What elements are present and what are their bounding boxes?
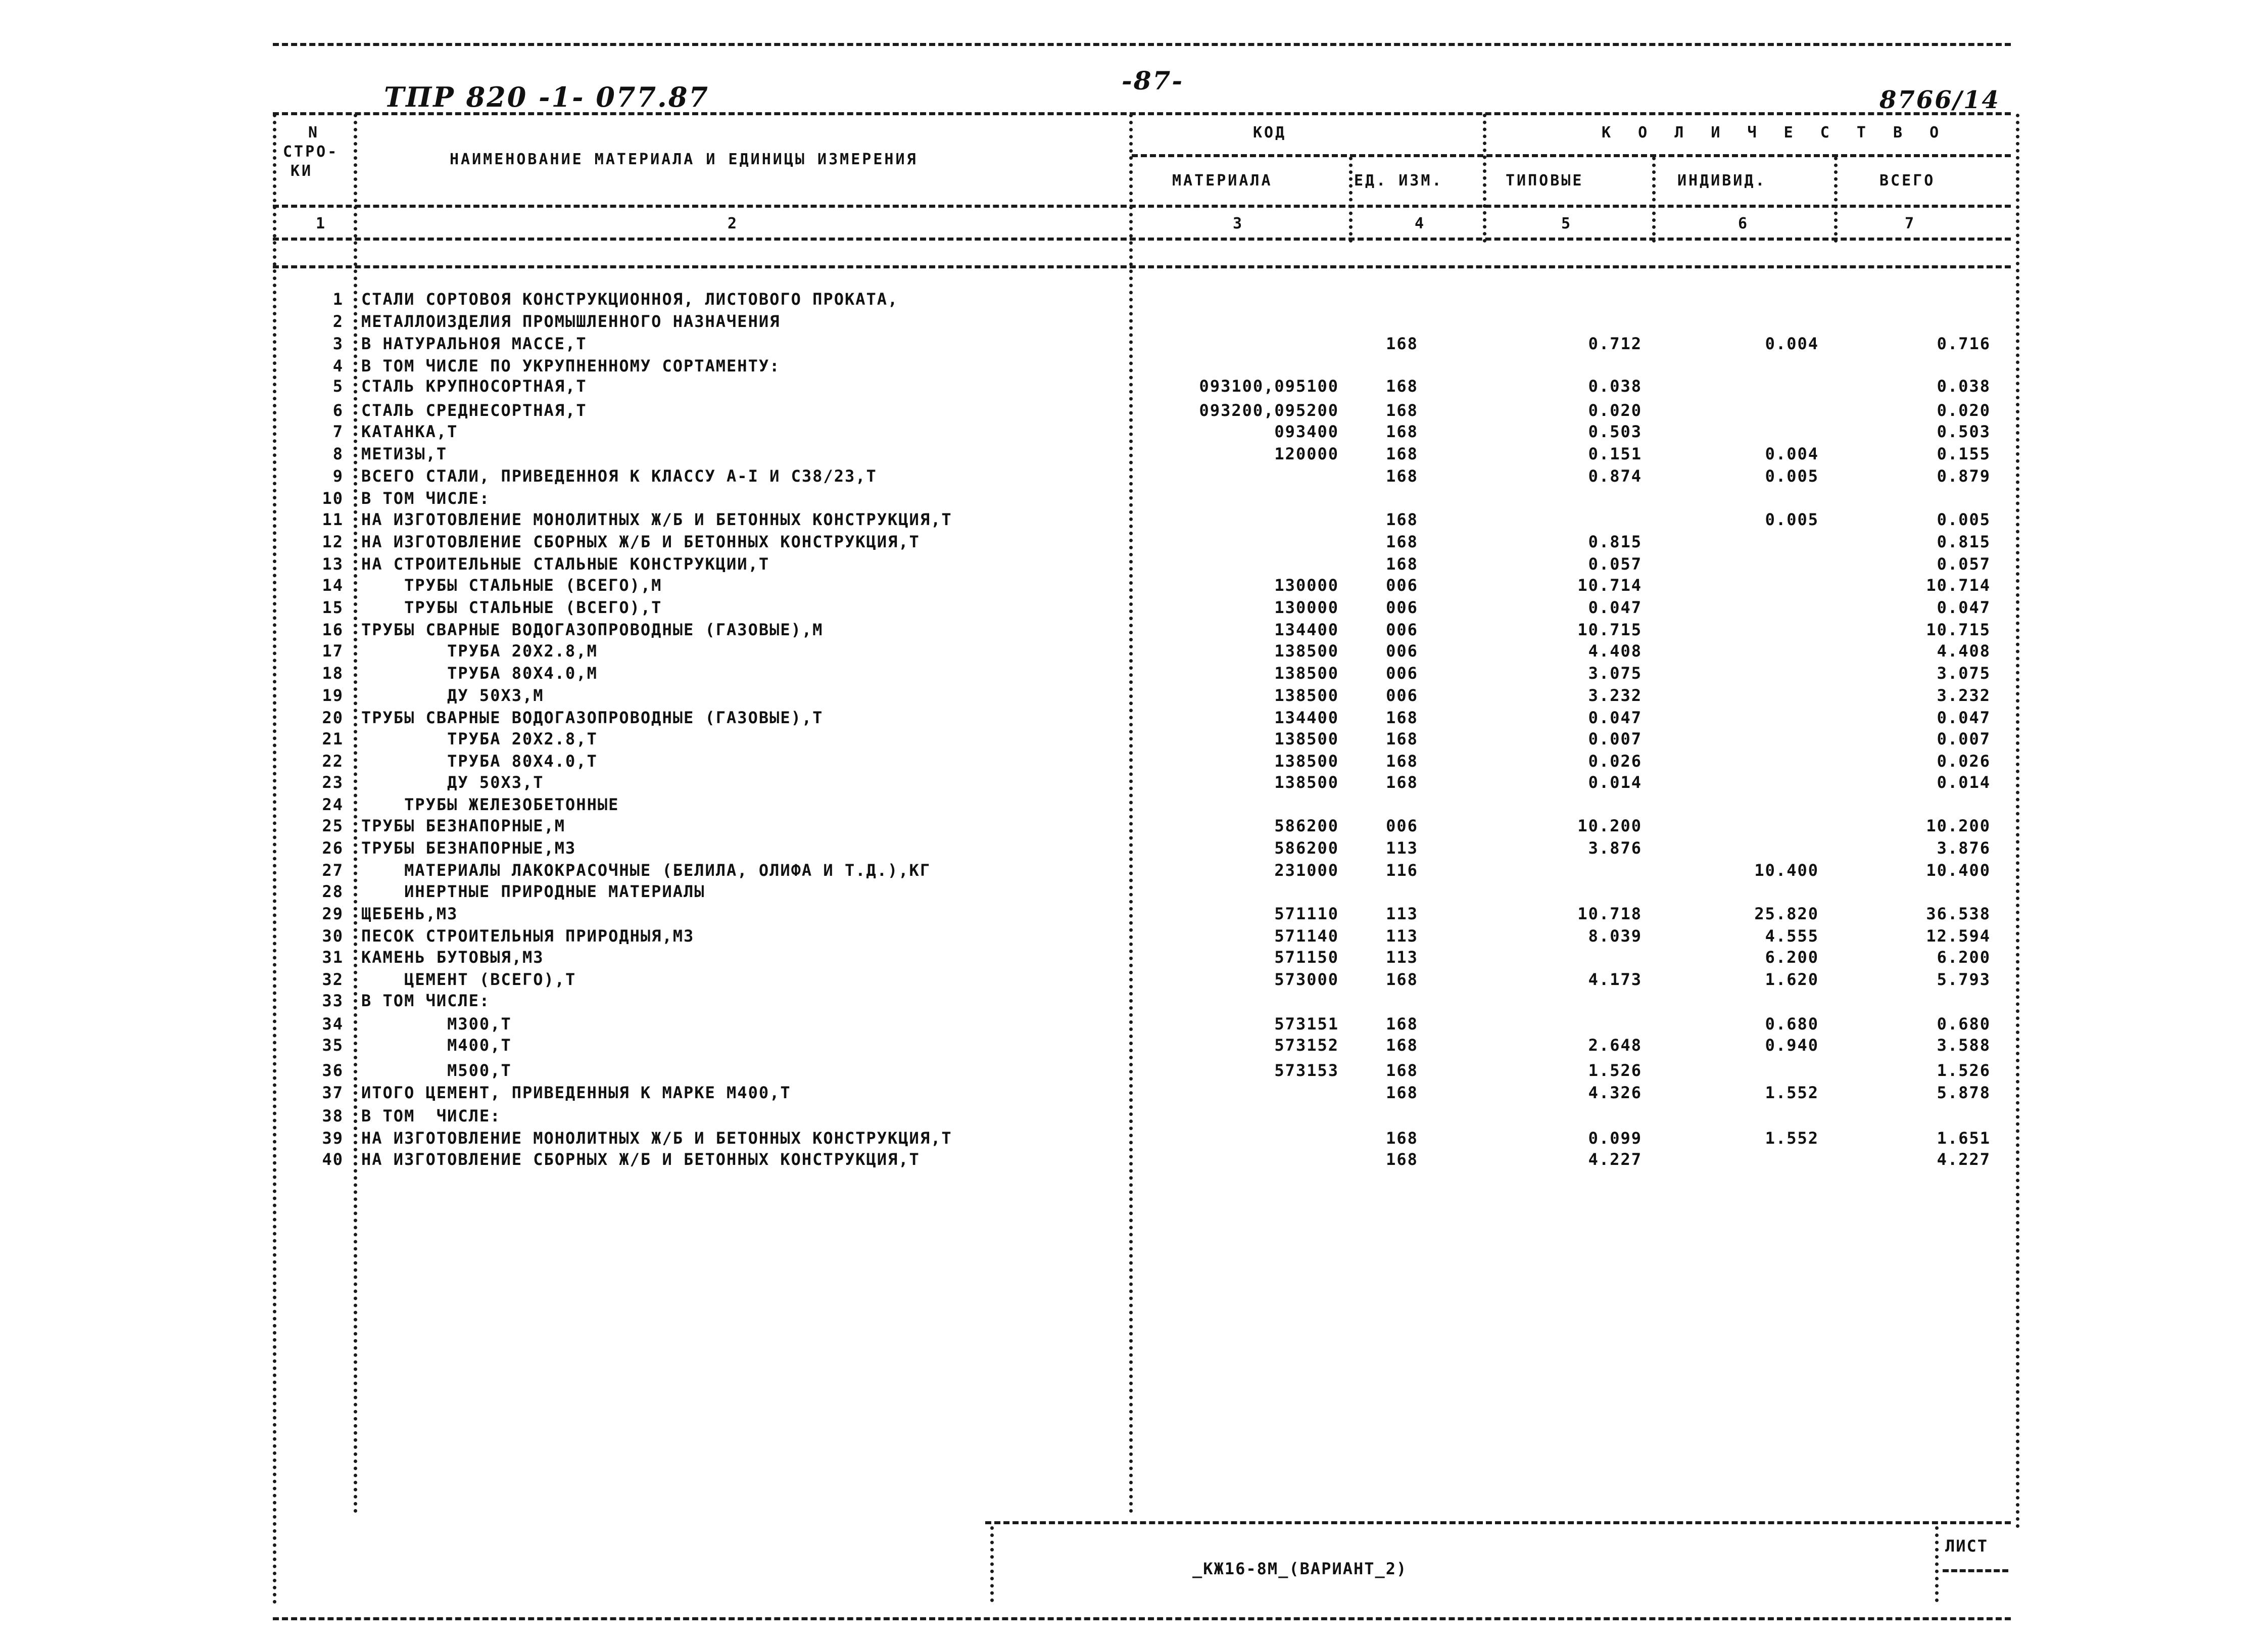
material-code: 573153 xyxy=(1274,1061,1339,1080)
qty-typical: 10.715 xyxy=(1577,620,1642,639)
qty-total: 0.014 xyxy=(1937,773,1991,792)
qty-total: 0.879 xyxy=(1937,466,1991,486)
material-name: ТРУБЫ БЕЗНАПОРНЫЕ,М3 xyxy=(361,838,576,858)
material-code: 138500 xyxy=(1274,773,1339,792)
col-no-line2: СТРО- xyxy=(283,143,339,161)
qty-total: 5.793 xyxy=(1937,970,1991,989)
qty-total: 3.876 xyxy=(1937,838,1991,858)
qty-typical: 0.874 xyxy=(1588,466,1642,486)
table-row xyxy=(0,684,2268,707)
table-row xyxy=(0,310,2268,333)
material-name: ТРУБЫ СТАЛЬНЫЕ (ВСЕГО),Т xyxy=(361,598,662,617)
material-code: 573000 xyxy=(1274,970,1339,989)
material-name: ТРУБА 20Х2.8,М xyxy=(361,641,598,661)
header-bottom-line xyxy=(273,238,2011,241)
qty-typical: 0.712 xyxy=(1588,334,1642,353)
unit-code: 168 xyxy=(1386,444,1418,463)
col-no-line3: КИ xyxy=(291,162,313,180)
qty-individual: 4.555 xyxy=(1765,926,1819,946)
unit-code: 168 xyxy=(1386,970,1418,989)
material-name: МАТЕРИАЛЫ ЛАКОКРАСОЧНЫЕ (БЕЛИЛА, ОЛИФА И Т.Д.),КГ xyxy=(361,861,931,880)
material-name: ПЕСОК СТРОИТЕЛЬНЫЯ ПРИРОДНЫЯ,М3 xyxy=(361,926,695,946)
qty-typical: 10.714 xyxy=(1577,576,1642,595)
table-row xyxy=(0,837,2268,859)
unit-code: 168 xyxy=(1386,422,1418,441)
col-qty-typical: ТИПОВЫЕ xyxy=(1506,172,1584,190)
unit-code: 168 xyxy=(1386,1129,1418,1148)
qty-total: 1.651 xyxy=(1937,1129,1991,1148)
qty-typical: 0.047 xyxy=(1588,708,1642,727)
material-code: 571140 xyxy=(1274,926,1339,946)
row-number: 34 xyxy=(322,1014,344,1034)
qty-total: 10.200 xyxy=(1926,816,1991,835)
material-code: 573151 xyxy=(1274,1014,1339,1034)
material-name: ДУ 50Х3,М xyxy=(361,686,544,705)
material-name: ИНЕРТНЫЕ ПРИРОДНЫЕ МАТЕРИАЛЫ xyxy=(361,882,705,901)
unit-code: 168 xyxy=(1386,773,1418,792)
qty-total: 10.715 xyxy=(1926,620,1991,639)
material-code: 138500 xyxy=(1274,686,1339,705)
table-row xyxy=(0,375,2268,397)
qty-individual: 1.620 xyxy=(1765,970,1819,989)
material-name: В ТОМ ЧИСЛЕ: xyxy=(361,1106,501,1125)
table-row xyxy=(0,487,2268,509)
unit-code: 168 xyxy=(1386,729,1418,748)
material-name: СТАЛИ СОРТОВОЯ КОНСТРУКЦИОННОЯ, ЛИСТОВОГО ПРОКАТА, xyxy=(361,290,899,309)
material-name: М300,Т xyxy=(361,1014,512,1034)
row-number: 5 xyxy=(332,377,344,396)
material-code: 138500 xyxy=(1274,729,1339,748)
material-name: М500,Т xyxy=(361,1061,512,1080)
row-number: 24 xyxy=(322,795,344,814)
qty-total: 0.026 xyxy=(1937,752,1991,771)
row-number: 33 xyxy=(322,991,344,1010)
qty-total: 4.408 xyxy=(1937,641,1991,661)
qty-individual: 6.200 xyxy=(1765,948,1819,967)
col-number-5: 5 xyxy=(1561,215,1573,232)
qty-individual: 0.004 xyxy=(1765,444,1819,463)
unit-code: 168 xyxy=(1386,708,1418,727)
unit-code: 168 xyxy=(1386,1014,1418,1034)
material-code: 093200,095200 xyxy=(1199,401,1339,420)
row-number: 9 xyxy=(332,466,344,486)
unit-code: 113 xyxy=(1386,904,1418,923)
row-number: 39 xyxy=(322,1129,344,1148)
material-code: 093400 xyxy=(1274,422,1339,441)
col-number-3: 3 xyxy=(1233,215,1244,232)
table-row xyxy=(0,553,2268,575)
table-row xyxy=(0,1148,2268,1170)
qty-total: 3.588 xyxy=(1937,1036,1991,1055)
material-name: В ТОМ ЧИСЛЕ: xyxy=(361,489,491,508)
row-number: 18 xyxy=(322,664,344,683)
material-name: ТРУБА 80Х4.0,М xyxy=(361,664,598,683)
table-row xyxy=(0,990,2268,1012)
material-code: 571110 xyxy=(1274,904,1339,923)
material-code: 231000 xyxy=(1274,861,1339,880)
row-number: 36 xyxy=(322,1061,344,1080)
material-name: ТРУБА 20Х2.8,Т xyxy=(361,729,598,748)
table-row xyxy=(0,531,2268,553)
col-code-group: КОД xyxy=(1253,124,1287,142)
material-code: 573152 xyxy=(1274,1036,1339,1055)
header-sub-line xyxy=(1132,154,2011,157)
body-top-line xyxy=(273,265,2011,268)
row-number: 23 xyxy=(322,773,344,792)
qty-total: 0.020 xyxy=(1937,401,1991,420)
qty-typical: 0.815 xyxy=(1588,532,1642,551)
qty-typical: 0.151 xyxy=(1588,444,1642,463)
material-name: ВСЕГО СТАЛИ, ПРИВЕДЕННОЯ К КЛАССУ А-I И С38/23,Т xyxy=(361,466,877,486)
qty-typical: 3.075 xyxy=(1588,664,1642,683)
col-qty-group: К О Л И Ч Е С Т В О xyxy=(1602,124,1948,142)
qty-individual: 0.680 xyxy=(1765,1014,1819,1034)
qty-total: 6.200 xyxy=(1937,948,1991,967)
table-row xyxy=(0,333,2268,355)
sep-code-unit xyxy=(1349,157,1353,243)
qty-total: 0.047 xyxy=(1937,598,1991,617)
table-row xyxy=(0,946,2268,968)
table-row xyxy=(0,662,2268,684)
qty-total: 0.057 xyxy=(1937,554,1991,574)
table-row xyxy=(0,508,2268,531)
qty-individual: 0.940 xyxy=(1765,1036,1819,1055)
row-number: 10 xyxy=(322,489,344,508)
row-number: 13 xyxy=(322,554,344,574)
material-name: МЕТАЛЛОИЗДЕЛИЯ ПРОМЫШЛЕННОГО НАЗНАЧЕНИЯ xyxy=(361,312,781,331)
material-name: НА ИЗГОТОВЛЕНИЕ СБОРНЫХ Ж/Б И БЕТОННЫХ КОНСТРУКЦИЯ,Т xyxy=(361,1150,920,1169)
row-number: 7 xyxy=(332,422,344,441)
material-name: ТРУБЫ СВАРНЫЕ ВОДОГАЗОПРОВОДНЫЕ (ГАЗОВЫЕ),Т xyxy=(361,708,824,727)
table-row xyxy=(0,925,2268,947)
qty-individual: 0.004 xyxy=(1765,334,1819,353)
row-number: 26 xyxy=(322,838,344,858)
row-number: 17 xyxy=(322,641,344,661)
row-number: 31 xyxy=(322,948,344,967)
unit-code: 168 xyxy=(1386,401,1418,420)
row-number: 32 xyxy=(322,970,344,989)
table-row xyxy=(0,903,2268,925)
row-number: 29 xyxy=(322,904,344,923)
row-number: 8 xyxy=(332,444,344,463)
qty-typical: 0.099 xyxy=(1588,1129,1642,1148)
material-name: В ТОМ ЧИСЛЕ ПО УКРУПНЕННОМУ СОРТАМЕНТУ: xyxy=(361,356,781,376)
row-number: 6 xyxy=(332,401,344,420)
table-row xyxy=(0,596,2268,619)
unit-code: 168 xyxy=(1386,334,1418,353)
qty-individual: 1.552 xyxy=(1765,1083,1819,1102)
table-row xyxy=(0,399,2268,421)
col-code-material: МАТЕРИАЛА xyxy=(1172,172,1273,190)
row-number: 20 xyxy=(322,708,344,727)
material-code: 093100,095100 xyxy=(1199,377,1339,396)
row-number: 27 xyxy=(322,861,344,880)
material-code: 120000 xyxy=(1274,444,1339,463)
qty-typical: 8.039 xyxy=(1588,926,1642,946)
sep-unit-typical xyxy=(1483,114,1486,243)
qty-individual: 0.005 xyxy=(1765,466,1819,486)
material-name: ТРУБЫ ЖЕЛЕЗОБЕТОННЫЕ xyxy=(361,795,619,814)
material-name: ТРУБЫ СВАРНЫЕ ВОДОГАЗОПРОВОДНЫЕ (ГАЗОВЫЕ),М xyxy=(361,620,824,639)
qty-individual: 10.400 xyxy=(1754,861,1819,880)
unit-code: 006 xyxy=(1386,598,1418,617)
qty-total: 36.538 xyxy=(1926,904,1991,923)
material-code: 138500 xyxy=(1274,641,1339,661)
table-row xyxy=(0,288,2268,310)
material-code: 134400 xyxy=(1274,620,1339,639)
unit-code: 116 xyxy=(1386,861,1418,880)
unit-code: 113 xyxy=(1386,838,1418,858)
col-no-line1: N xyxy=(308,124,320,142)
qty-typical: 0.038 xyxy=(1588,377,1642,396)
qty-typical: 0.503 xyxy=(1588,422,1642,441)
qty-individual: 1.552 xyxy=(1765,1129,1819,1148)
table-row xyxy=(0,880,2268,903)
row-number: 11 xyxy=(322,510,344,529)
table-row xyxy=(0,728,2268,750)
material-name: НА ИЗГОТОВЛЕНИЕ СБОРНЫХ Ж/Б И БЕТОННЫХ КОНСТРУКЦИЯ,Т xyxy=(361,532,920,551)
sep-individual-total xyxy=(1834,157,1838,243)
qty-total: 0.680 xyxy=(1937,1014,1991,1034)
row-number: 12 xyxy=(322,532,344,551)
unit-code: 113 xyxy=(1386,926,1418,946)
qty-total: 0.038 xyxy=(1937,377,1991,396)
table-row xyxy=(0,1082,2268,1104)
material-code: 130000 xyxy=(1274,576,1339,595)
col-number-4: 4 xyxy=(1415,215,1426,232)
material-name: ЩЕБЕНЬ,М3 xyxy=(361,904,458,923)
row-number: 30 xyxy=(322,926,344,946)
qty-total: 0.155 xyxy=(1937,444,1991,463)
qty-typical: 0.047 xyxy=(1588,598,1642,617)
material-name: ИТОГО ЦЕМЕНТ, ПРИВЕДЕННЫЯ К МАРКЕ М400,Т xyxy=(361,1083,791,1102)
unit-code: 006 xyxy=(1386,620,1418,639)
stamp-top-line xyxy=(985,1521,2011,1524)
unit-code: 006 xyxy=(1386,641,1418,661)
unit-code: 168 xyxy=(1386,1150,1418,1169)
row-number: 1 xyxy=(332,290,344,309)
material-name: В ТОМ ЧИСЛЕ: xyxy=(361,991,491,1010)
doc-number: ТПР 820 -1- 077.87 xyxy=(384,81,709,113)
unit-code: 006 xyxy=(1386,686,1418,705)
row-number: 4 xyxy=(332,356,344,376)
row-number: 15 xyxy=(322,598,344,617)
material-name: ТРУБА 80Х4.0,Т xyxy=(361,752,598,771)
stamp-left-border xyxy=(990,1526,994,1602)
qty-total: 3.075 xyxy=(1937,664,1991,683)
table-row xyxy=(0,1105,2268,1127)
material-name: СТАЛЬ КРУПНОСОРТНАЯ,Т xyxy=(361,377,587,396)
table-row xyxy=(0,1013,2268,1035)
header-top-line xyxy=(273,112,2011,115)
table-row xyxy=(0,815,2268,837)
col-code-unit: ЕД. ИЗМ. xyxy=(1354,172,1443,190)
qty-typical: 3.876 xyxy=(1588,838,1642,858)
unit-code: 168 xyxy=(1386,1083,1418,1102)
qty-total: 0.005 xyxy=(1937,510,1991,529)
table-row xyxy=(0,355,2268,377)
row-number: 28 xyxy=(322,882,344,901)
row-number: 2 xyxy=(332,312,344,331)
row-number: 14 xyxy=(322,576,344,595)
table-row xyxy=(0,574,2268,596)
qty-typical: 0.014 xyxy=(1588,773,1642,792)
qty-individual: 0.005 xyxy=(1765,510,1819,529)
col-number-1: 1 xyxy=(316,215,327,232)
material-code: 571150 xyxy=(1274,948,1339,967)
row-number: 40 xyxy=(322,1150,344,1169)
table-row xyxy=(0,619,2268,641)
material-code: 586200 xyxy=(1274,838,1339,858)
material-name: МЕТИЗЫ,Т xyxy=(361,444,448,463)
header-mid-line xyxy=(273,205,2011,208)
unit-code: 006 xyxy=(1386,664,1418,683)
material-name: КАТАНКА,Т xyxy=(361,422,458,441)
table-row xyxy=(0,1059,2268,1082)
row-number: 25 xyxy=(322,816,344,835)
unit-code: 006 xyxy=(1386,816,1418,835)
unit-code: 168 xyxy=(1386,1036,1418,1055)
qty-total: 5.878 xyxy=(1937,1083,1991,1102)
qty-typical: 0.057 xyxy=(1588,554,1642,574)
qty-total: 4.227 xyxy=(1937,1150,1991,1169)
qty-individual: 25.820 xyxy=(1754,904,1819,923)
sheet-label-underline xyxy=(1943,1569,2008,1572)
qty-typical: 0.026 xyxy=(1588,752,1642,771)
qty-total: 0.503 xyxy=(1937,422,1991,441)
material-name: М400,Т xyxy=(361,1036,512,1055)
material-name: СТАЛЬ СРЕДНЕСОРТНАЯ,Т xyxy=(361,401,587,420)
row-number: 3 xyxy=(332,334,344,353)
table-row xyxy=(0,640,2268,662)
material-name: НА ИЗГОТОВЛЕНИЕ МОНОЛИТНЫХ Ж/Б И БЕТОННЫХ КОНСТРУКЦИЯ,Т xyxy=(361,510,952,529)
material-name: ТРУБЫ БЕЗНАПОРНЫЕ,М xyxy=(361,816,566,835)
material-name: ТРУБЫ СТАЛЬНЫЕ (ВСЕГО),М xyxy=(361,576,662,595)
row-number: 38 xyxy=(322,1106,344,1125)
material-code: 138500 xyxy=(1274,752,1339,771)
top-border xyxy=(273,43,2011,46)
material-code: 138500 xyxy=(1274,664,1339,683)
table-row xyxy=(0,859,2268,881)
qty-total: 1.526 xyxy=(1937,1061,1991,1080)
page-marker: -87- xyxy=(1122,66,1184,96)
row-number: 35 xyxy=(322,1036,344,1055)
col-qty-total: ВСЕГО xyxy=(1879,172,1936,190)
table-row xyxy=(0,1034,2268,1056)
row-number: 19 xyxy=(322,686,344,705)
col-number-6: 6 xyxy=(1738,215,1750,232)
qty-typical: 0.020 xyxy=(1588,401,1642,420)
qty-typical: 10.718 xyxy=(1577,904,1642,923)
material-name: НА ИЗГОТОВЛЕНИЕ МОНОЛИТНЫХ Ж/Б И БЕТОННЫХ КОНСТРУКЦИЯ,Т xyxy=(361,1129,952,1148)
table-row xyxy=(0,750,2268,772)
table-row xyxy=(0,443,2268,465)
row-number: 21 xyxy=(322,729,344,748)
qty-total: 0.716 xyxy=(1937,334,1991,353)
col-number-7: 7 xyxy=(1905,215,1916,232)
row-number: 22 xyxy=(322,752,344,771)
unit-code: 168 xyxy=(1386,377,1418,396)
unit-code: 168 xyxy=(1386,1061,1418,1080)
material-name: ДУ 50Х3,Т xyxy=(361,773,544,792)
table-row xyxy=(0,1127,2268,1149)
unit-code: 113 xyxy=(1386,948,1418,967)
qty-typical: 10.200 xyxy=(1577,816,1642,835)
qty-total: 10.400 xyxy=(1926,861,1991,880)
sep-typical-individual xyxy=(1652,157,1656,243)
table-row xyxy=(0,968,2268,991)
qty-typical: 4.408 xyxy=(1588,641,1642,661)
archive-number: 8766/14 xyxy=(1879,86,2000,114)
col-qty-individual: ИНДИВИД. xyxy=(1677,172,1767,190)
qty-typical: 1.526 xyxy=(1588,1061,1642,1080)
qty-typical: 2.648 xyxy=(1588,1036,1642,1055)
qty-typical: 4.326 xyxy=(1588,1083,1642,1102)
stamp-sheet-border xyxy=(1935,1526,1939,1602)
material-name: ЦЕМЕНТ (ВСЕГО),Т xyxy=(361,970,576,989)
material-code: 586200 xyxy=(1274,816,1339,835)
table-row xyxy=(0,465,2268,487)
qty-total: 0.815 xyxy=(1937,532,1991,551)
qty-typical: 0.007 xyxy=(1588,729,1642,748)
sheet-code: _КЖ16-8М_(ВАРИАНТ_2) xyxy=(1192,1559,1408,1578)
qty-total: 0.007 xyxy=(1937,729,1991,748)
row-number: 37 xyxy=(322,1083,344,1102)
col-name-header: НАИМЕНОВАНИЕ МАТЕРИАЛА И ЕДИНИЦЫ ИЗМЕРЕНИЯ xyxy=(450,151,918,168)
material-code: 134400 xyxy=(1274,708,1339,727)
table-row xyxy=(0,771,2268,793)
qty-total: 10.714 xyxy=(1926,576,1991,595)
qty-typical: 3.232 xyxy=(1588,686,1642,705)
table-row xyxy=(0,793,2268,816)
material-name: НА СТРОИТЕЛЬНЫЕ СТАЛЬНЫЕ КОНСТРУКЦИИ,Т xyxy=(361,554,770,574)
unit-code: 168 xyxy=(1386,532,1418,551)
unit-code: 168 xyxy=(1386,466,1418,486)
unit-code: 168 xyxy=(1386,554,1418,574)
qty-total: 0.047 xyxy=(1937,708,1991,727)
material-name: В НАТУРАЛЬНОЯ МАССЕ,Т xyxy=(361,334,587,353)
row-number: 16 xyxy=(322,620,344,639)
qty-typical: 4.173 xyxy=(1588,970,1642,989)
qty-total: 3.232 xyxy=(1937,686,1991,705)
bottom-border xyxy=(273,1617,2011,1620)
qty-typical: 4.227 xyxy=(1588,1150,1642,1169)
unit-code: 168 xyxy=(1386,752,1418,771)
sheet-label: ЛИСТ xyxy=(1945,1536,1989,1556)
unit-code: 168 xyxy=(1386,510,1418,529)
table-row xyxy=(0,420,2268,443)
material-code: 130000 xyxy=(1274,598,1339,617)
material-name: КАМЕНЬ БУТОВЫЯ,М3 xyxy=(361,948,544,967)
qty-total: 12.594 xyxy=(1926,926,1991,946)
unit-code: 006 xyxy=(1386,576,1418,595)
col-number-2: 2 xyxy=(728,215,739,232)
table-row xyxy=(0,707,2268,729)
